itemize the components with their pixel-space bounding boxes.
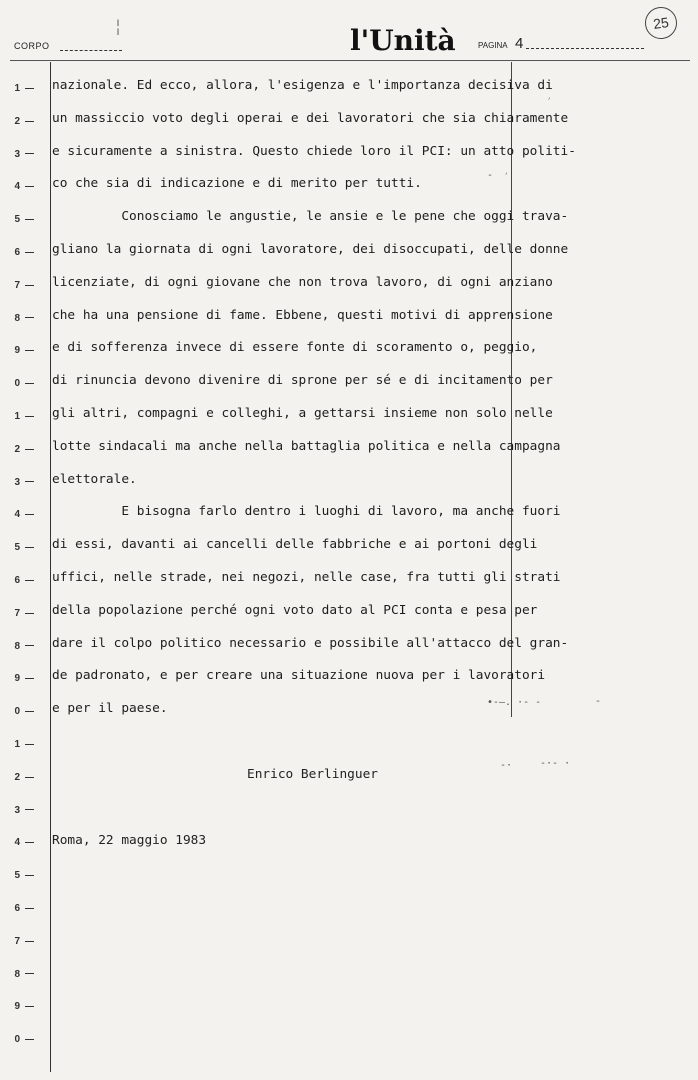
text-line: lotte sindacali ma anche nella battaglia politica e nella campagna xyxy=(52,438,561,454)
corpo-dash-line xyxy=(60,50,122,51)
gutter-line-number: 0 xyxy=(6,1034,34,1045)
gutter-line-number: 2 xyxy=(6,116,34,127)
masthead-title: l'Unità xyxy=(350,24,456,57)
left-margin-line xyxy=(50,62,51,1072)
text-line: di rinuncia devono divenire di sprone per sé e di incitamento per xyxy=(52,373,553,389)
paper-speck: •-–. ·- - xyxy=(487,697,542,708)
handwritten-mark: ¦ xyxy=(115,16,122,37)
gutter-line-number: 1 xyxy=(6,83,34,94)
gutter-line-number: 9 xyxy=(6,1001,34,1012)
text-line: e per il paese. xyxy=(52,701,168,717)
text-line: co che sia di indicazione e di merito per tutti. xyxy=(52,176,422,192)
text-line: che ha una pensione di fame. Ebbene, questi motivi di apprensione xyxy=(52,307,553,323)
header-rule xyxy=(10,60,690,61)
gutter-line-number: 2 xyxy=(6,444,34,455)
gutter-line-number: 8 xyxy=(6,641,34,652)
gutter-line-number: 4 xyxy=(6,837,34,848)
text-line: uffici, nelle strade, nei negozi, nelle case, fra tutti gli strati xyxy=(52,570,561,585)
corpo-label: CORPO xyxy=(14,41,50,51)
gutter-line-number: 1 xyxy=(6,411,34,422)
gutter-line-number: 4 xyxy=(6,509,34,520)
text-line: de padronato, e per creare una situazione nuova per i lavoratori xyxy=(52,668,546,684)
pagina-dash-line xyxy=(526,48,644,49)
gutter-line-number: 6 xyxy=(6,247,34,258)
line-number-gutter xyxy=(0,0,50,1080)
gutter-line-number: 0 xyxy=(6,706,34,717)
paper-speck: - ׳ xyxy=(487,170,508,181)
text-line: un massiccio voto degli operai e dei lavoratori che sia chiaramente xyxy=(52,110,569,126)
text-line: nazionale. Ed ecco, allora, l'esigenza e l'importanza decisiva di xyxy=(52,78,553,93)
gutter-line-number: 2 xyxy=(6,772,34,783)
gutter-line-number: 4 xyxy=(6,181,34,192)
gutter-line-number: 7 xyxy=(6,936,34,947)
text-line: e di sofferenza invece di essere fonte di scoramento o, peggio, xyxy=(52,340,538,356)
paper-speck: -·- · xyxy=(540,758,571,769)
gutter-line-number: 8 xyxy=(6,313,34,324)
gutter-line-number: 5 xyxy=(6,870,34,881)
place-date: Roma, 22 maggio 1983 xyxy=(52,833,207,848)
text-line: E bisogna farlo dentro i luoghi di lavoro, ma anche fuori xyxy=(52,504,561,520)
text-line: Conosciamo le angustie, le ansie e le pene che oggi trava- xyxy=(52,209,569,225)
gutter-line-number: 9 xyxy=(6,345,34,356)
pagina-label: PAGINA xyxy=(478,41,508,50)
gutter-line-number: 0 xyxy=(6,378,34,389)
signature: Enrico Berlinguer xyxy=(247,767,378,782)
gutter-line-number: 7 xyxy=(6,280,34,291)
paper-speck: - xyxy=(595,696,602,707)
text-line: dare il colpo politico necessario e possibile all'attacco del gran- xyxy=(52,635,569,651)
gutter-line-number: 9 xyxy=(6,673,34,684)
text-line: licenziate, di ogni giovane che non trova lavoro, di ogni anziano xyxy=(52,274,553,290)
gutter-line-number: 3 xyxy=(6,805,34,816)
text-line: di essi, davanti ai cancelli delle fabbriche e ai portoni degli xyxy=(52,537,538,553)
text-line: gliano la giornata di ogni lavoratore, dei disoccupati, delle donne xyxy=(52,242,569,257)
gutter-line-number: 3 xyxy=(6,477,34,488)
right-margin-line xyxy=(511,62,512,717)
gutter-line-number: 6 xyxy=(6,575,34,586)
pagina-number: 4 xyxy=(515,35,524,52)
gutter-line-number: 5 xyxy=(6,542,34,553)
text-line: gli altri, compagni e colleghi, a gettarsi insieme non solo nelle xyxy=(52,406,553,421)
gutter-line-number: 1 xyxy=(6,739,34,750)
text-line: e sicuramente a sinistra. Questo chiede loro il PCI: un atto politi- xyxy=(52,143,576,159)
gutter-line-number: 3 xyxy=(6,149,34,160)
gutter-line-number: 8 xyxy=(6,969,34,980)
gutter-line-number: 6 xyxy=(6,903,34,914)
text-line: elettorale. xyxy=(52,471,137,487)
gutter-line-number: 7 xyxy=(6,608,34,619)
paper-speck: -· xyxy=(500,760,513,771)
circled-annotation: 25 xyxy=(643,5,679,41)
text-line: della popolazione perché ogni voto dato al PCI conta e pesa per xyxy=(52,602,538,618)
gutter-line-number: 5 xyxy=(6,214,34,225)
paper-speck: ׳ xyxy=(548,95,551,106)
